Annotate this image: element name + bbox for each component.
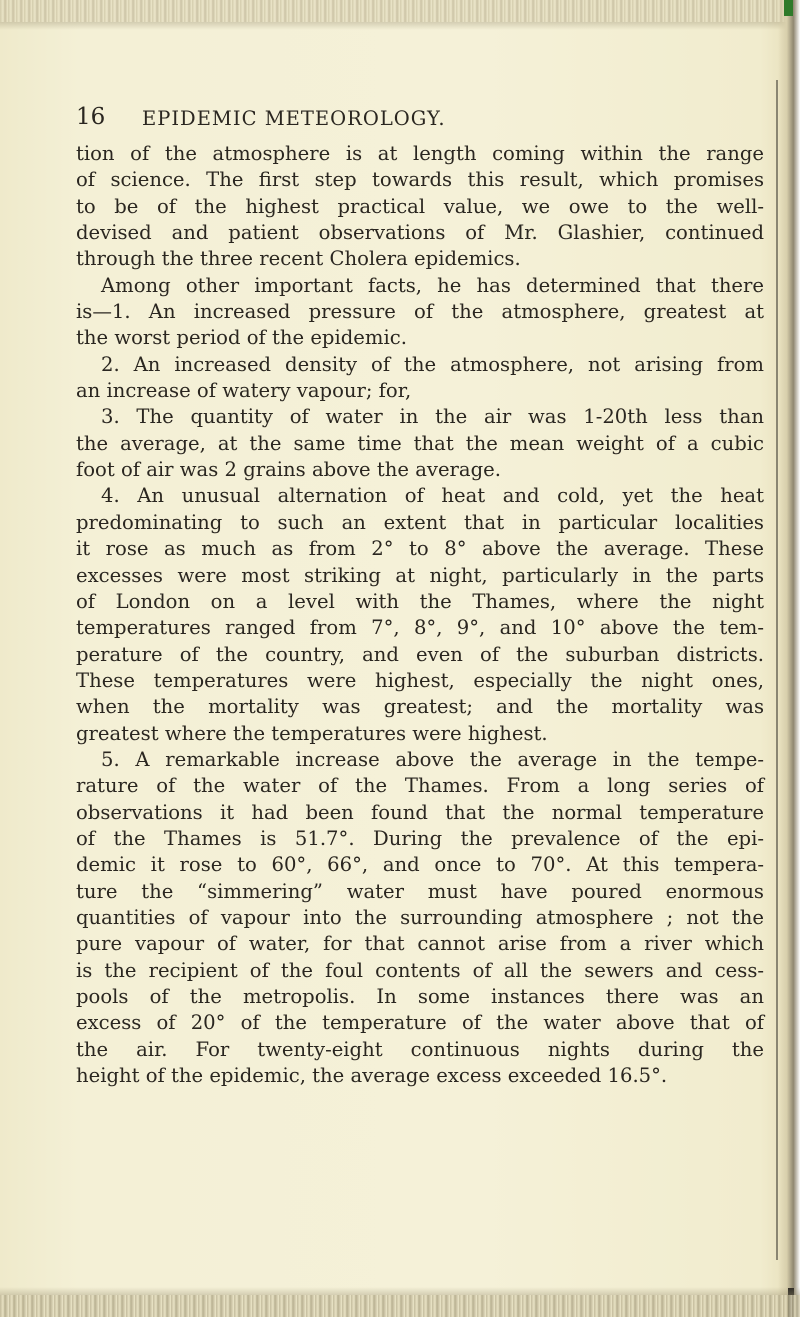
- text-line: ture the “simmering” water must have poured enormous: [76, 879, 764, 903]
- binding-mark-top: [784, 0, 793, 16]
- text-line: 4. An unusual alternation of heat and cold, yet the heat: [101, 484, 764, 508]
- text-line: height of the epidemic, the average excess exceeded 16.5°.: [76, 1064, 668, 1088]
- text-line: to be of the highest practical value, we owe to the well-: [76, 194, 764, 218]
- text-line: it rose as much as from 2° to 8° above the average. These: [76, 537, 764, 561]
- text-line: is—1. An increased pressure of the atmosphere, greatest at: [76, 300, 764, 324]
- text-line: the average, at the same time that the mean weight of a cubic: [76, 431, 764, 455]
- page-top-edge: [0, 0, 800, 22]
- text-line: of the Thames is 51.7°. During the prevalence of the epi-: [76, 826, 764, 850]
- text-line: tion of the atmosphere is at length coming within the range: [76, 142, 764, 165]
- text-line: through the three recent Cholera epidemics.: [76, 247, 521, 271]
- text-line: 2. An increased density of the atmosphere, not arising from: [101, 352, 764, 376]
- page-top-shadow: [0, 22, 800, 30]
- text-line: demic it rose to 60°, 66°, and once to 70°. At this tempera-: [76, 853, 764, 877]
- page-right-edge: [778, 0, 800, 1317]
- running-head: [0, 104, 800, 134]
- page-number: 16: [76, 104, 106, 130]
- running-title: EPIDEMIC METEOROLOGY.: [142, 107, 446, 130]
- text-line: excess of 20° of the temperature of the water above that of: [76, 1011, 764, 1035]
- text-line: devised and patient observations of Mr. Glashier, continued: [76, 221, 764, 245]
- text-line: predominating to such an extent that in particular localities: [76, 510, 764, 534]
- text-line: foot of air was 2 grains above the average.: [76, 458, 501, 482]
- text-line: when the mortality was greatest; and the mortality was: [76, 695, 764, 719]
- text-line: greatest where the temperatures were highest.: [76, 721, 548, 745]
- text-line: 3. The quantity of water in the air was 1-20th less than: [101, 405, 764, 429]
- page-bottom-edge: [0, 1295, 800, 1317]
- text-line: of science. The first step towards this result, which promises: [76, 168, 764, 192]
- body-text: [76, 141, 764, 1089]
- text-line: perature of the country, and even of the suburban districts.: [76, 642, 764, 666]
- text-line: is the recipient of the foul contents of all the sewers and cess-: [76, 958, 764, 982]
- text-line: the air. For twenty-eight continuous nights during the: [76, 1037, 764, 1061]
- text-line: quantities of vapour into the surrounding atmosphere ; not the: [76, 905, 764, 929]
- text-line: pools of the metropolis. In some instances there was an: [76, 985, 764, 1008]
- page-bottom-shadow: [0, 1287, 800, 1295]
- text-line: rature of the water of the Thames. From a long series of: [76, 774, 764, 798]
- text-line: pure vapour of water, for that cannot arise from a river which: [76, 932, 764, 956]
- text-line: observations it had been found that the normal temperature: [76, 800, 764, 824]
- text-line: an increase of watery vapour; for,: [76, 379, 412, 403]
- text-line: These temperatures were highest, especially the night ones,: [76, 668, 764, 692]
- text-line: Among other important facts, he has determined that there: [101, 273, 764, 297]
- text-line: the worst period of the epidemic.: [76, 326, 407, 350]
- text-line: 5. A remarkable increase above the average in the tempe-: [101, 747, 764, 771]
- text-line: of London on a level with the Thames, where the night: [76, 589, 764, 613]
- text-line: excesses were most striking at night, particularly in the parts: [76, 563, 764, 587]
- text-line: temperatures ranged from 7°, 8°, 9°, and 10° above the tem-: [76, 616, 764, 640]
